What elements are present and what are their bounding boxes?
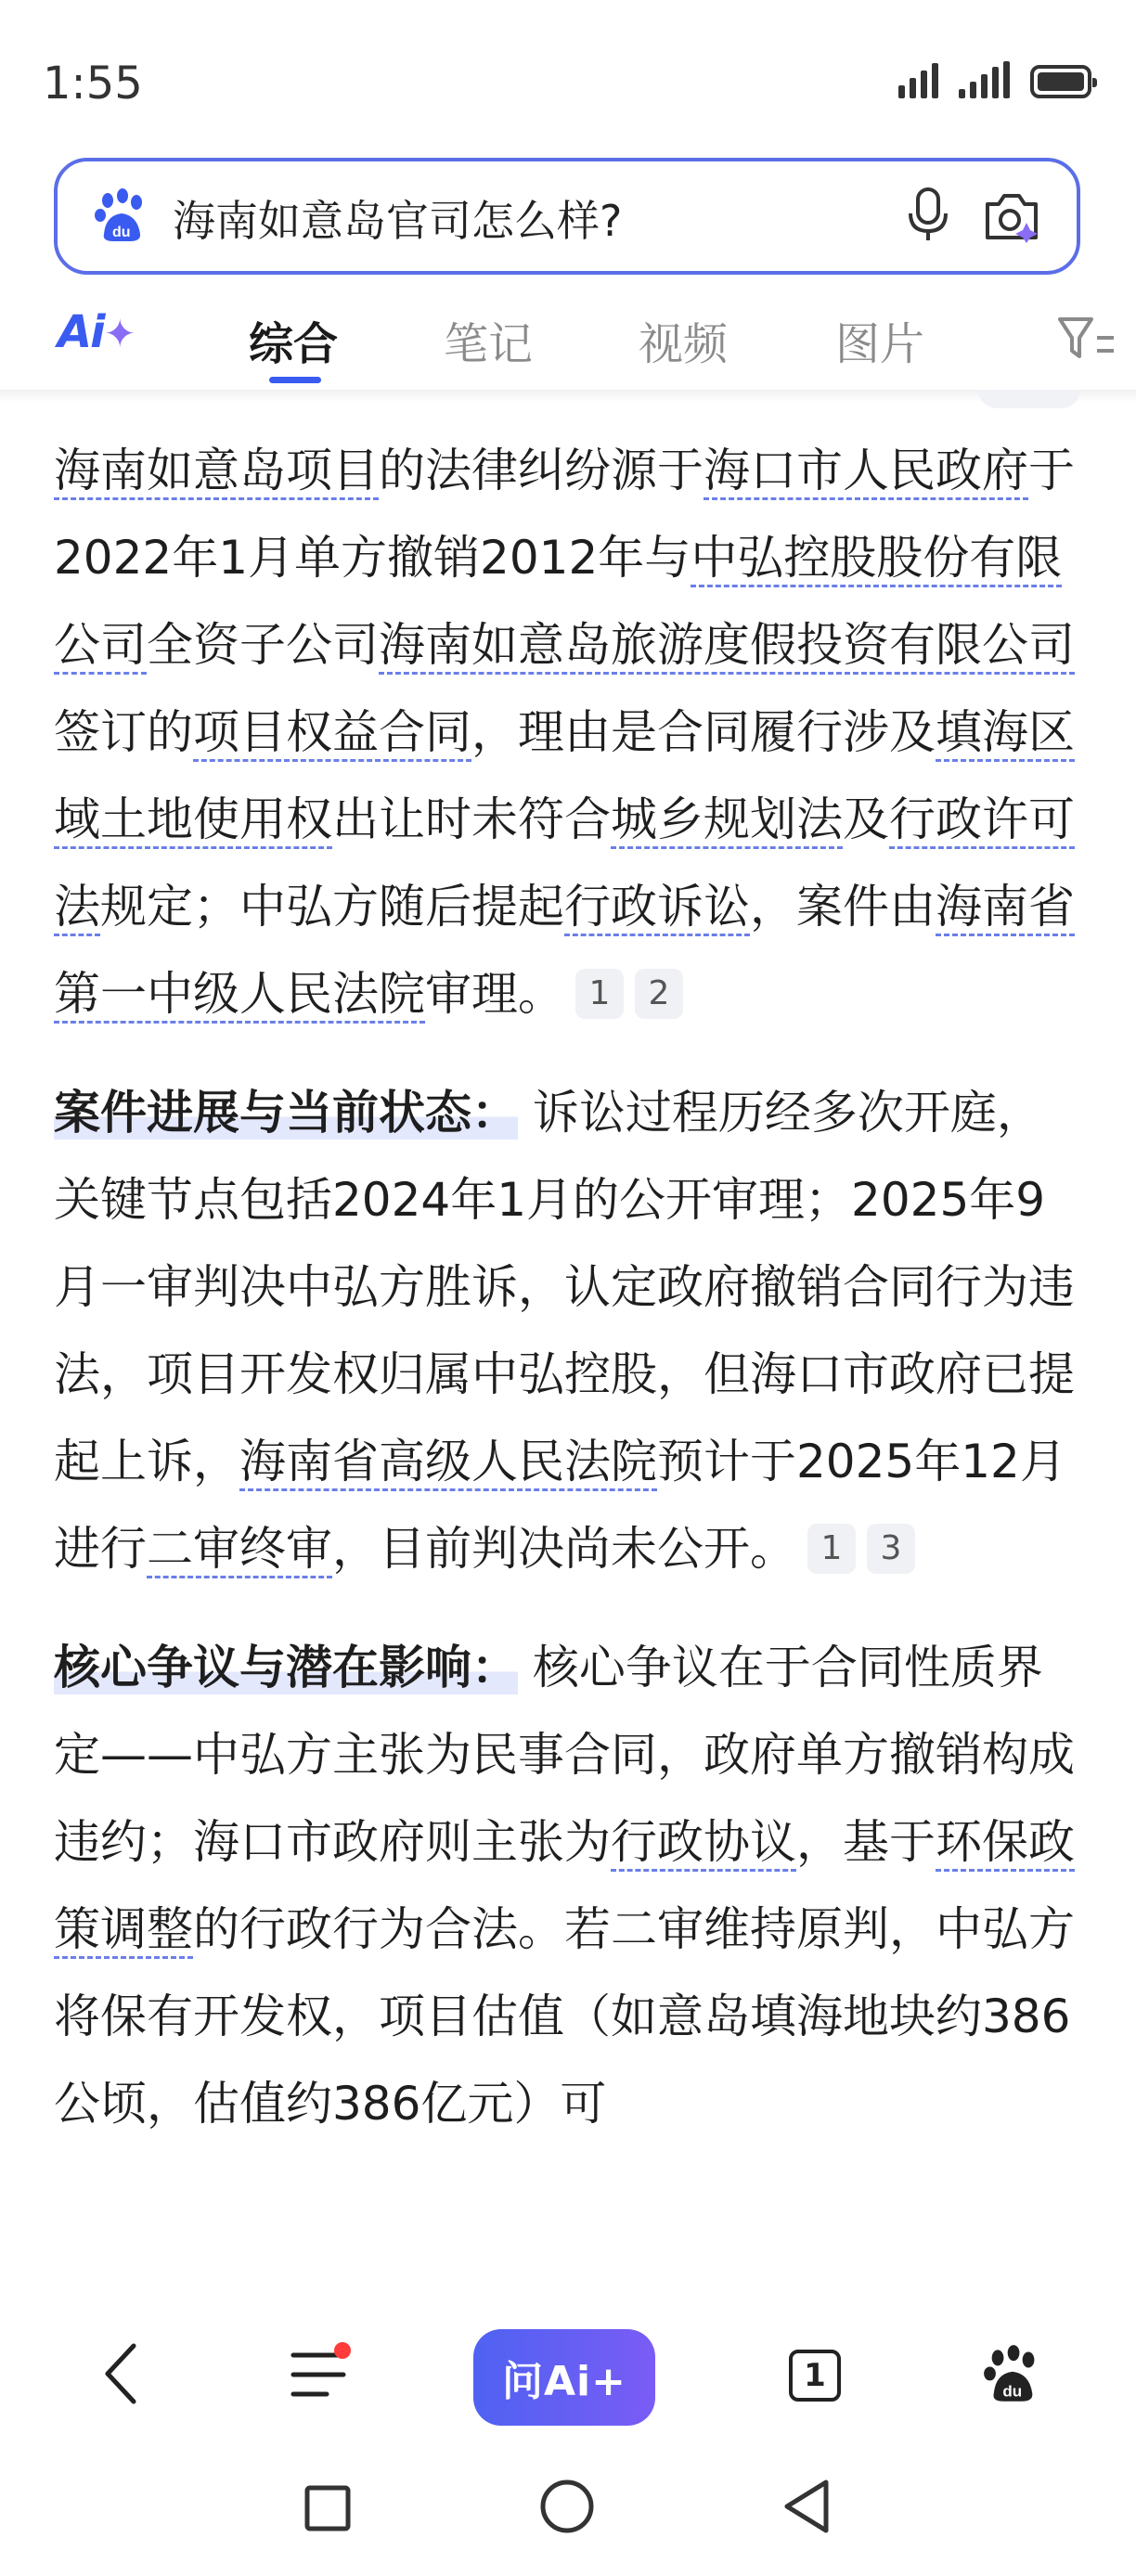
bottom-toolbar xyxy=(0,2312,1136,2448)
text: ，目前判决尚未公开。 xyxy=(332,1522,796,1576)
filter-icon[interactable] xyxy=(1056,314,1117,364)
tab-videos[interactable]: 视频 xyxy=(639,318,729,370)
ai-tab-logo[interactable] xyxy=(58,306,135,358)
term-link[interactable]: 行政许可法 xyxy=(54,792,1075,936)
ai-answer-content xyxy=(54,427,1086,2312)
sparkle-icon: ✦ xyxy=(103,311,135,356)
search-input[interactable]: 海南如意岛官司怎么样? xyxy=(173,196,623,246)
status-bar xyxy=(0,0,1136,158)
term-link[interactable]: 二审终审 xyxy=(147,1522,332,1578)
text: 的行政行为合法。若二审维持原判，中弘方将保有开发权，项目估值（如意岛填海地块约386公顷，估值约386亿元）可 xyxy=(54,1902,1075,2131)
term-link[interactable]: 行政诉讼 xyxy=(564,880,750,936)
term-link[interactable]: 城乡规划法 xyxy=(611,792,843,849)
tab-images[interactable]: 图片 xyxy=(835,318,925,370)
answer-paragraph-1 xyxy=(54,427,1086,1037)
text: 及 xyxy=(843,792,889,846)
signal-2-icon xyxy=(959,61,1010,98)
citation-badge[interactable]: 1 xyxy=(575,969,624,1019)
answer-paragraph-3 xyxy=(54,1624,1086,2147)
text: 签订的 xyxy=(54,705,193,759)
svg-text:du: du xyxy=(1002,2382,1023,2401)
status-time: 1:55 xyxy=(43,58,143,109)
tab-notes[interactable]: 笔记 xyxy=(444,318,534,370)
tab-indicator xyxy=(269,377,321,383)
text: ，理由是合同履行涉及 xyxy=(471,705,936,759)
tab-comprehensive[interactable]: 综合 xyxy=(249,318,339,370)
camera-icon[interactable] xyxy=(982,189,1041,243)
term-link[interactable]: 海南省第一中级人民法院 xyxy=(54,880,1075,1024)
term-link[interactable]: 环保政策调整 xyxy=(54,1815,1075,1959)
signal-icon xyxy=(898,61,938,98)
svg-text:du: du xyxy=(112,225,131,240)
scroll-pill xyxy=(978,390,1080,408)
text: 诉讼过程历经多次开庭，关键节点包括2024年1月的公开审理；2025年9月一审判决中弘方胜诉，认定政府撤销合同行为违法，项目开发权归属中弘控股，但海口市政府已提起上诉， xyxy=(54,1086,1075,1488)
menu-icon[interactable] xyxy=(290,2350,347,2403)
term-link[interactable]: 海南如意岛项目 xyxy=(54,444,379,500)
term-link[interactable]: 海口市人民政府 xyxy=(704,444,1028,500)
square-icon[interactable] xyxy=(303,2483,353,2533)
text: ，案件由 xyxy=(750,880,936,934)
term-link[interactable]: 行政协议 xyxy=(611,1815,796,1872)
citation-badge[interactable]: 3 xyxy=(867,1524,915,1574)
text: 于2022年1月单方撤销2012年与 xyxy=(54,444,1075,585)
text: 核心争议在于合同性质界定——中弘方主张为民事合同，政府单方撤销构成违约；海口市政府则主张为 xyxy=(54,1641,1075,1869)
section-heading: 案件进展与当前状态： xyxy=(54,1086,518,1140)
status-icons xyxy=(898,61,1091,98)
answer-paragraph-2 xyxy=(54,1069,1086,1592)
term-link[interactable]: 海南如意岛旅游度假投资有限公司 xyxy=(379,618,1075,675)
text: 的法律纠纷源于 xyxy=(379,444,704,497)
term-link[interactable]: 海南省高级人民法院 xyxy=(239,1435,657,1491)
term-link[interactable]: 项目权益合同 xyxy=(193,705,471,762)
text: 全资子公司 xyxy=(147,618,379,672)
citation-badge[interactable]: 2 xyxy=(635,969,683,1019)
ask-ai-button[interactable]: 问Ai+ xyxy=(473,2329,655,2426)
term-link[interactable]: 中弘控股股份有限公司 xyxy=(54,531,1062,675)
baidu-paw-icon xyxy=(93,187,150,245)
text: ，基于 xyxy=(796,1815,936,1869)
tabs-count-icon[interactable]: 1 xyxy=(789,2350,841,2402)
text: 审理。 xyxy=(425,967,564,1021)
search-tabs xyxy=(0,297,1136,390)
circle-icon[interactable] xyxy=(538,2478,596,2535)
term-link[interactable]: 填海区域土地使用权 xyxy=(54,705,1075,849)
section-heading: 核心争议与潜在影响： xyxy=(54,1641,518,1694)
triangle-back-icon[interactable] xyxy=(781,2478,832,2535)
notification-dot xyxy=(334,2342,351,2359)
paw-icon[interactable] xyxy=(982,2344,1043,2405)
citation-badge[interactable]: 1 xyxy=(807,1524,856,1574)
text: 规定；中弘方随后提起 xyxy=(100,880,564,934)
tab-shadow xyxy=(0,390,1136,403)
text: 预计于2025年12月进行 xyxy=(54,1435,1066,1576)
ai-label: Ai xyxy=(58,306,104,358)
text: 出让时未符合 xyxy=(332,792,611,846)
battery-icon xyxy=(1030,65,1091,98)
system-navigation-bar xyxy=(0,2448,1136,2576)
mic-icon[interactable] xyxy=(904,187,952,243)
search-box[interactable] xyxy=(54,158,1080,275)
back-chevron-icon[interactable] xyxy=(100,2337,143,2411)
